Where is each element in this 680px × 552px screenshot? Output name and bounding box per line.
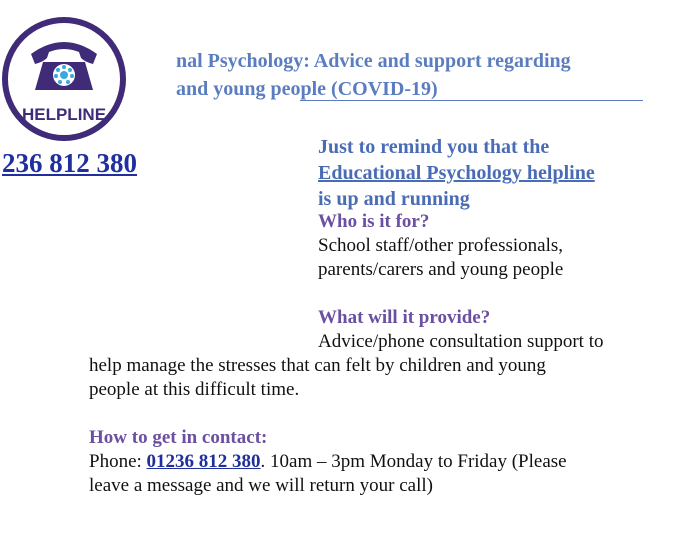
contact-line2: leave a message and we will return your call) [89,475,433,496]
contact-heading: How to get in contact: [89,427,268,448]
provide-line3: people at this difficult time. [89,379,300,400]
who-line2: parents/carers and young people [318,259,564,280]
contact-phone-line [89,450,567,474]
phone-label: Phone: [89,451,147,472]
helpline-link[interactable]: Educational Psychology helpline [318,162,595,184]
contact-phone-link[interactable]: 01236 812 380 [146,451,261,472]
reminder-line3: is up and running [318,188,470,210]
provide-heading: What will it provide? [318,307,491,328]
helpline-logo-label: HELPLINE [21,105,107,124]
provide-line1: Advice/phone consultation support to [318,331,604,352]
banner-title-line1: nal Psychology: Advice and support regarding [176,50,571,72]
reminder-line1: Just to remind you that the [318,136,550,158]
contact-hours: . 10am – 3pm Monday to Friday (Please [260,451,567,472]
helpline-phone-link[interactable]: 236 812 380 [2,148,137,178]
banner-title-line2: and young people (COVID-19) [176,78,438,100]
who-heading: Who is it for? [318,211,430,232]
who-line1: School staff/other professionals, [318,235,564,256]
banner-underline [300,100,643,101]
helpline-logo [1,16,127,142]
telephone-icon [1,16,127,142]
reminder-block [318,134,658,212]
provide-line2: help manage the stresses that can felt by children and young [89,355,546,376]
